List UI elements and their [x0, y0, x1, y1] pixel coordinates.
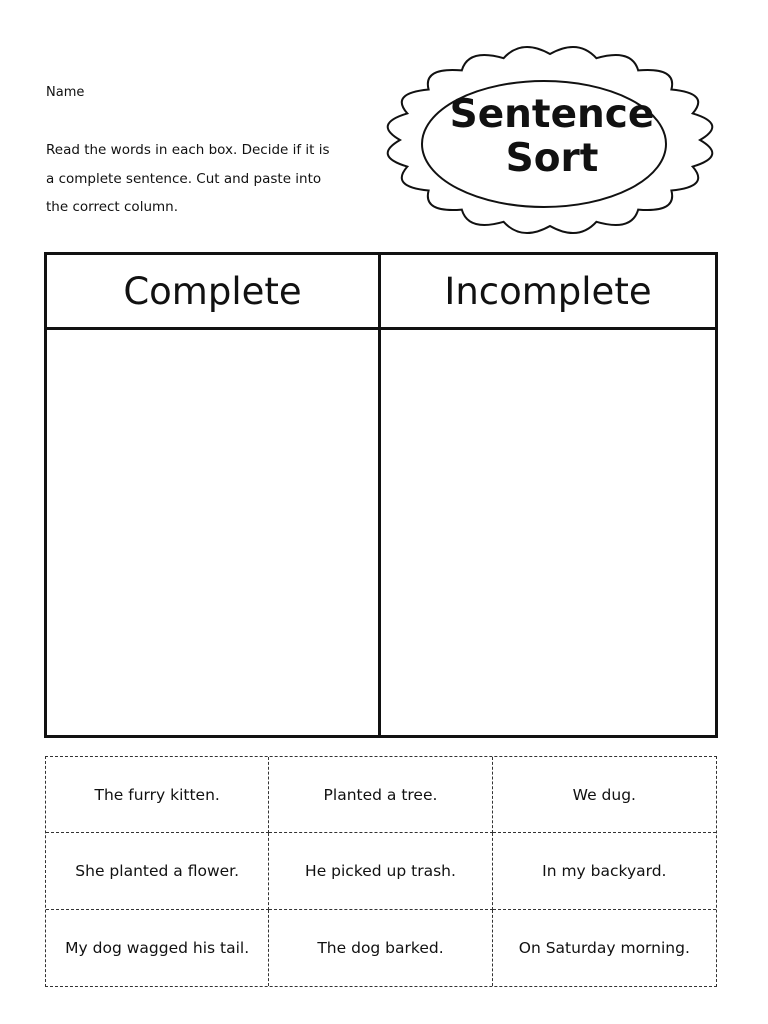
title-line-1: Sentence — [449, 92, 655, 137]
sentence-card[interactable]: My dog wagged his tail. — [46, 910, 269, 986]
column-area-incomplete[interactable] — [381, 330, 715, 735]
column-header-complete: Complete — [47, 255, 381, 330]
sentence-card[interactable]: On Saturday morning. — [518, 938, 690, 957]
sentence-card[interactable]: He picked up trash. — [269, 833, 492, 909]
cut-out-cards — [45, 756, 717, 987]
sentence-card[interactable]: She planted a flower. — [46, 833, 269, 909]
name-label: Name — [46, 85, 85, 100]
column-header-incomplete: Incomplete — [381, 255, 715, 330]
sentence-card[interactable]: The furry kitten. — [46, 757, 269, 833]
sort-table — [44, 252, 718, 738]
instructions-text: Read the words in each box. Decide if it is a complete sentence. Cut and paste into the correct column. — [46, 142, 330, 215]
title-cloud — [382, 34, 722, 240]
sentence-card[interactable]: Planted a tree. — [269, 757, 492, 833]
column-area-complete[interactable] — [47, 330, 381, 735]
worksheet-title — [382, 34, 722, 240]
title-line-2: Sort — [505, 136, 599, 181]
sentence-card[interactable]: The dog barked. — [269, 910, 492, 986]
sentence-card[interactable]: We dug. — [493, 757, 716, 833]
sentence-card[interactable]: In my backyard. — [493, 833, 716, 909]
